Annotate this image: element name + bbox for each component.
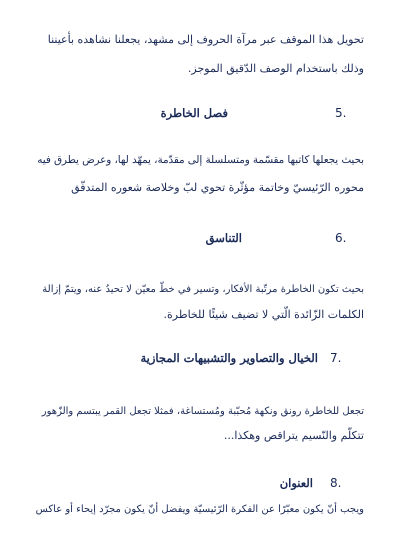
section-7-number: 7. <box>330 351 342 365</box>
section-5-line-1: بحيث يجعلها كاتبها مقسّمة ومتسلسلة إلى مقدّمة، يمهّد لها، وعرض يطرق فيه <box>37 154 364 166</box>
section-6-line-1: بحيث تكون الخاطرة مرتّبة الأفكار، وتسير في خطّ معيّن لا تحيدُ عنه، ويتمّ إزالة <box>42 284 364 295</box>
section-5-number: 5. <box>335 106 347 120</box>
section-8-number: 8. <box>330 476 342 490</box>
intro-line-2: وذلك باستخدام الوصف الدّقيق الموجز. <box>187 62 364 75</box>
section-8-heading: العنوان <box>279 476 313 490</box>
section-6-number: 6. <box>335 231 347 245</box>
intro-line-1: تحويل هذا الموقف عبر مرآة الحروف إلى مشهد، يجعلنا نشاهده بأعيننا <box>47 33 364 46</box>
section-5-line-2: محوره الرّئيسيّ وخاتمة مؤثّرة تحوي لبّ وخلاصة شعوره المتدفّق <box>71 181 364 194</box>
section-7-line-2: تتكلّم والنّسيم يتراقص وهكذا... <box>223 429 364 442</box>
section-5-heading: فصل الخاطرة <box>160 106 228 120</box>
section-7-heading: الخيال والتصاوير والتشبيهات المجازية <box>140 351 318 365</box>
section-6-heading: التناسق <box>205 231 242 245</box>
section-8-line-1: ويجب أنّ يكون معبّرًا عن الفكرة الرّئيسيّة ويفضل أنّ يكون مجرّد إيحاء أو عاكس <box>35 504 364 515</box>
section-7-line-1: تجعل للخاطرة رونق ونكهة مُحبّبة ومُستساغة، فمثلا تجعل القمر يبتسم والزّهور <box>41 406 364 417</box>
section-6-line-2: الكلمات الزّائدة الّتي لا تضيف شيئًا للخاطرة. <box>163 308 364 321</box>
